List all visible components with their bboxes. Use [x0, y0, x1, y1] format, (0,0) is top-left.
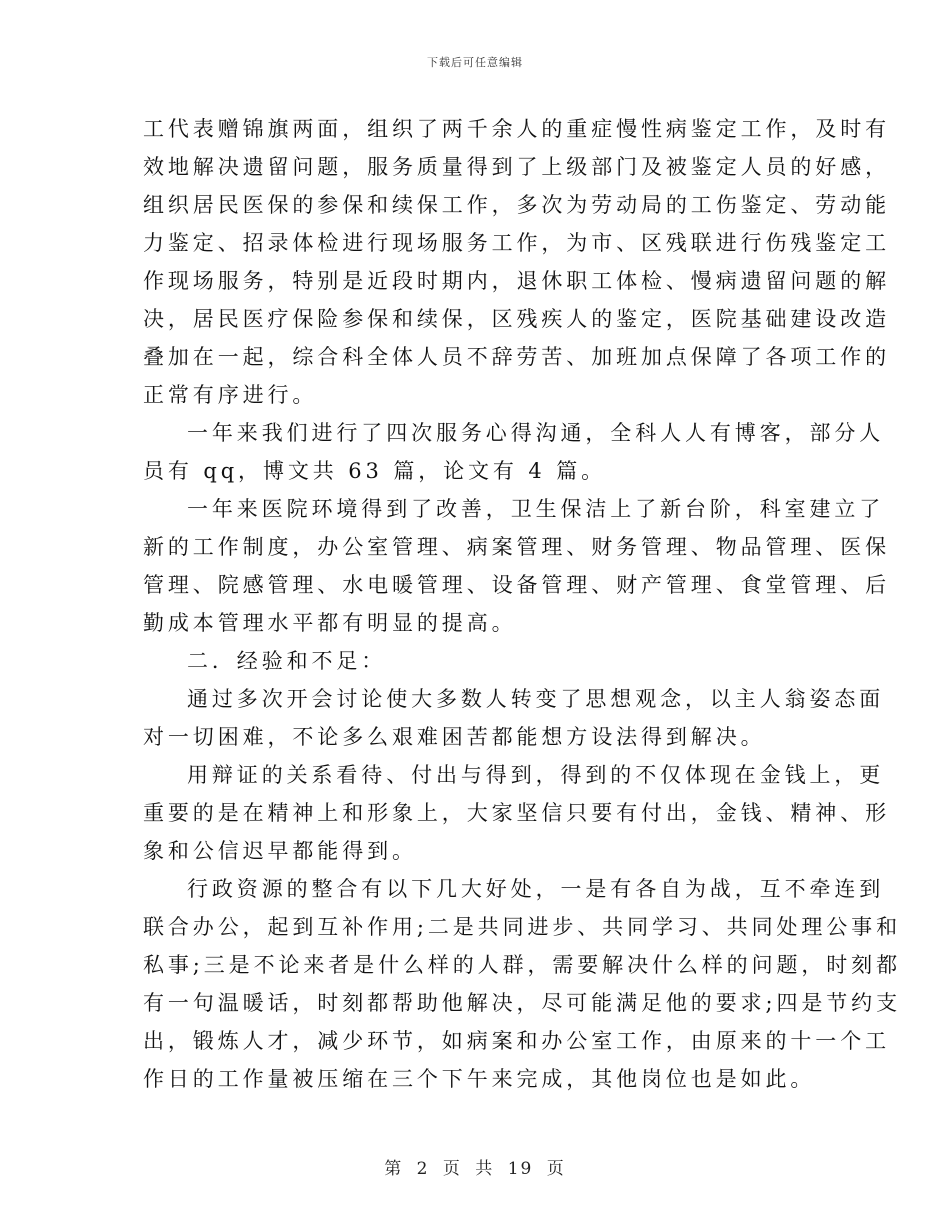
- text-line: 决，居民医疗保险参保和续保，区残疾人的鉴定，医院基础建设改造: [143, 307, 890, 331]
- text-line: 有一句温暖话，时刻都帮助他解决，尽可能满足他的要求;四是节约支: [143, 991, 901, 1015]
- text-line: 工代表赠锦旗两面，组织了两千余人的重症慢性病鉴定工作，及时有: [143, 117, 890, 141]
- page-header-note: 下载后可任意编辑: [427, 56, 523, 69]
- page-number: 第 2 页 共 19 页: [384, 1159, 566, 1179]
- document-body: [143, 110, 901, 1098]
- text-line: 新的工作制度，办公室管理、病案管理、财务管理、物品管理、医保: [143, 535, 890, 559]
- section-heading: 二．经验和不足：: [187, 649, 387, 673]
- text-line: 叠加在一起，综合科全体人员不辞劳苦、加班加点保障了各项工作的: [143, 345, 890, 369]
- text-line: 组织居民医保的参保和续保工作，多次为劳动局的工伤鉴定、劳动能: [143, 193, 890, 217]
- text-line: 私事;三是不论来者是什么样的人群，需要解决什么样的问题，时刻都: [143, 953, 901, 977]
- text-line: 象和公信迟早都能得到。: [143, 839, 417, 863]
- text-line: 联合办公，起到互补作用;二是共同进步、共同学习、共同处理公事和: [143, 915, 901, 939]
- text-line: 勤成本管理水平都有明显的提高。: [143, 611, 517, 635]
- text-line: 作现场服务，特别是近段时期内，退休职工体检、慢病遗留问题的解: [143, 269, 890, 293]
- text-line: 作日的工作量被压缩在三个下午来完成，其他岗位也是如此。: [143, 1067, 816, 1091]
- paragraph-start: 一年来医院环境得到了改善，卫生保洁上了新台阶，科室建立了: [187, 497, 885, 521]
- text-line: 员有 qq，博文共 63 篇，论文有 4 篇。: [143, 459, 607, 483]
- paragraph-start: 用辩证的关系看待、付出与得到，得到的不仅体现在金钱上，更: [187, 763, 885, 787]
- text-line: 正常有序进行。: [143, 383, 318, 407]
- text-line: 效地解决遗留问题，服务质量得到了上级部门及被鉴定人员的好感，: [143, 155, 890, 179]
- paragraph-start: 行政资源的整合有以下几大好处，一是有各自为战，互不牵连到: [187, 877, 885, 901]
- paragraph-start: 通过多次开会讨论使大多数人转变了思想观念，以主人翁姿态面: [187, 687, 885, 711]
- text-line: 出，锻炼人才，减少环节，如病案和办公室工作，由原来的十一个工: [143, 1029, 890, 1053]
- text-line: 管理、院感管理、水电暖管理、设备管理、财产管理、食堂管理、后: [143, 573, 890, 597]
- paragraph-start: 一年来我们进行了四次服务心得沟通，全科人人有博客，部分人: [187, 421, 885, 445]
- text-line: 对一切困难，不论多么艰难困苦都能想方设法得到解决。: [143, 725, 766, 749]
- text-line: 力鉴定、招录体检进行现场服务工作，为市、区残联进行伤残鉴定工: [143, 231, 890, 255]
- text-line: 重要的是在精神上和形象上，大家坚信只要有付出，金钱、精神、形: [143, 801, 890, 825]
